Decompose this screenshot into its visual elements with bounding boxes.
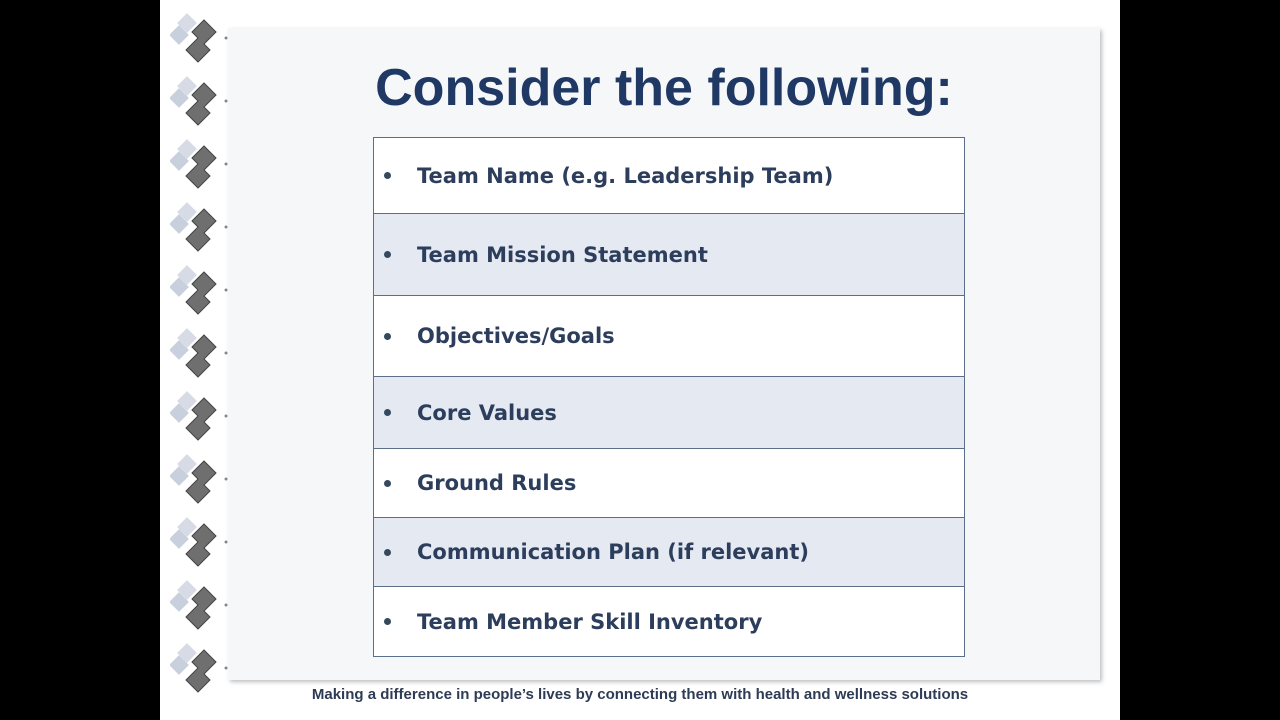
item-label: Team Member Skill Inventory bbox=[417, 609, 763, 634]
item-label: Ground Rules bbox=[417, 471, 577, 495]
company-logo-icon bbox=[170, 10, 232, 70]
items-table bbox=[373, 137, 965, 657]
bullet-icon bbox=[384, 480, 391, 487]
footer-tagline: Making a difference in people’s lives by connecting them with health and wellness solutions bbox=[311, 686, 969, 703]
company-logo-icon bbox=[170, 514, 232, 574]
table-row bbox=[374, 587, 964, 656]
company-logo-icon bbox=[170, 388, 232, 448]
company-logo-icon bbox=[170, 136, 232, 196]
logo-strip bbox=[170, 10, 232, 700]
bullet-icon bbox=[384, 409, 391, 416]
table-row bbox=[374, 138, 964, 214]
item-label: Objectives/Goals bbox=[417, 324, 615, 348]
item-label: Team Name (e.g. Leadership Team) bbox=[417, 163, 834, 188]
bullet-icon bbox=[384, 333, 391, 340]
table-row bbox=[374, 449, 964, 518]
item-label: Core Values bbox=[417, 400, 557, 425]
table-row bbox=[374, 296, 964, 377]
item-label: Communication Plan (if relevant) bbox=[417, 540, 809, 564]
company-logo-icon bbox=[170, 325, 232, 385]
content-panel bbox=[228, 28, 1100, 680]
bullet-icon bbox=[384, 549, 391, 556]
table-row bbox=[374, 518, 964, 587]
company-logo-icon bbox=[170, 262, 232, 322]
company-logo-icon bbox=[170, 199, 232, 259]
company-logo-icon bbox=[170, 73, 232, 133]
table-row bbox=[374, 214, 964, 296]
slide-title: Consider the following: bbox=[375, 59, 953, 117]
company-logo-icon bbox=[170, 577, 232, 637]
bullet-icon bbox=[384, 618, 391, 625]
bullet-icon bbox=[384, 251, 391, 258]
table-row bbox=[374, 377, 964, 449]
company-logo-icon bbox=[170, 451, 232, 511]
item-label: Team Mission Statement bbox=[417, 242, 708, 267]
bullet-icon bbox=[384, 172, 391, 179]
